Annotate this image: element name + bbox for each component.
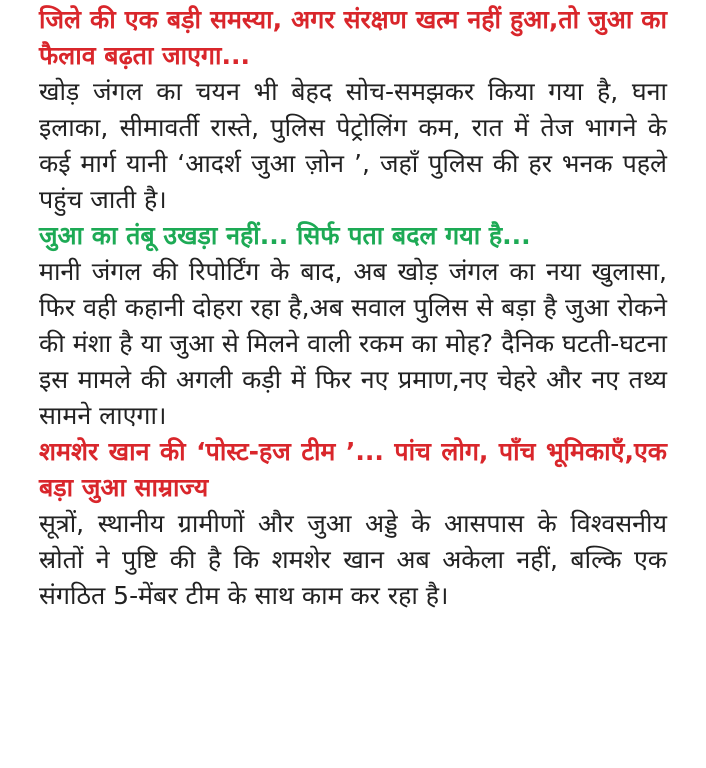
section-body-3: सूत्रों, स्थानीय ग्रामीणों और जुआ अड्डे के आसपास के विश्वसनीय स्रोतों ने पुष्टि की है कि शमशेर खान अब अकेला नहीं, बल्कि एक संगठित 5-मेंबर टीम के साथ काम कर रहा है।	[39, 509, 667, 610]
section-heading-3: शमशेर खान की ‘पोस्ट-हज टीम ’... पांच लोग, पाँच भूमिकाएँ,एक बड़ा जुआ साम्राज्य	[39, 437, 667, 502]
section-body-2: मानी जंगल की रिपोर्टिंग के बाद, अब खोड़ जंगल का नया खुलासा, फिर वही कहानी दोहरा रहा है,अब सवाल पुलिस से बड़ा है जुआ रोकने की मंशा है या जुआ से मिलने वाली रकम का मोह? दैनिक घटती-घटना इस मामले की अगली कड़ी में फिर नए प्रमाण,नए चेहरे और नए तथ्य सामने लाएगा।	[39, 257, 667, 430]
section-body-1: खोड़ जंगल का चयन भी बेहद सोच-समझकर किया गया है, घना इलाका, सीमावर्ती रास्ते, पुलिस पेट्रोलिंग कम, रात में तेज भागने के कई मार्ग यानी ‘आदर्श जुआ ज़ोन ’, जहाँ पुलिस की हर भनक पहले पहुंच जाती है।	[39, 77, 667, 214]
section-heading-2: जुआ का तंबू उखड़ा नहीं... सिर्फ पता बदल गया है...	[39, 221, 531, 250]
section-heading-1: जिले की एक बड़ी समस्या, अगर संरक्षण खत्म नहीं हुआ,तो जुआ का फैलाव बढ़ता जाएगा...	[39, 5, 667, 70]
article	[39, 0, 667, 614]
